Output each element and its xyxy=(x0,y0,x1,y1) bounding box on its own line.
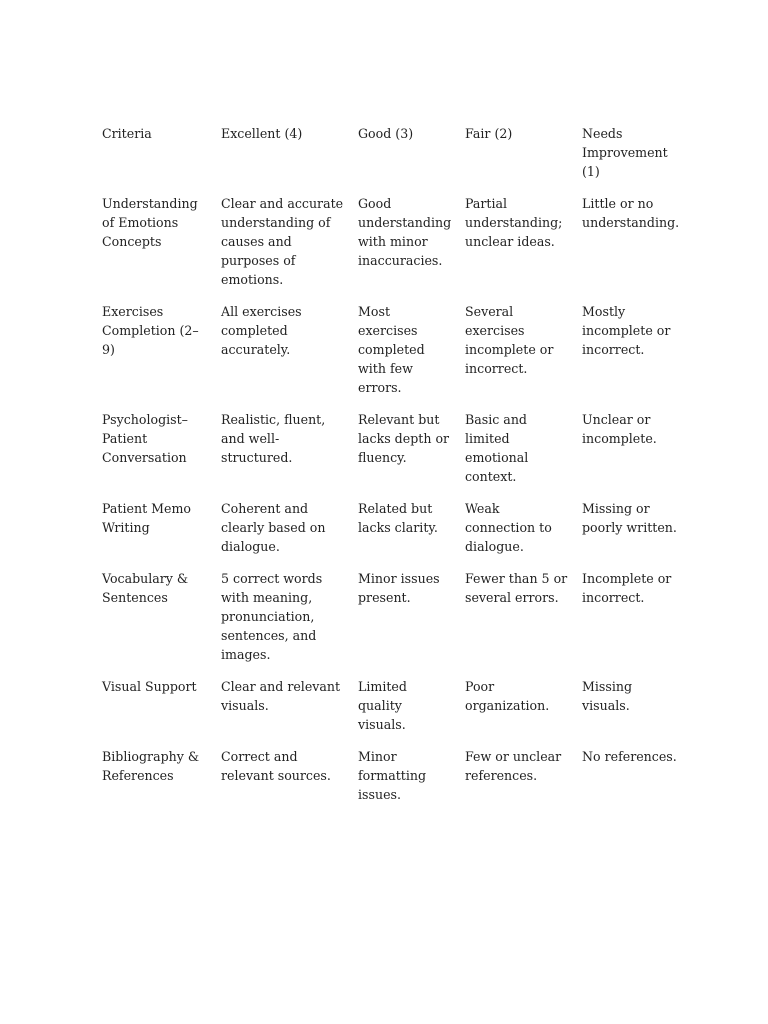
criteria-cell: Bibliography & References xyxy=(102,749,200,783)
table-row xyxy=(96,677,688,747)
table-cell: 5 correct words with meaning, pronunciation, sentences, and images. xyxy=(221,571,323,662)
table-cell: Related but lacks clarity. xyxy=(358,501,438,535)
table-cell: Minor formatting issues. xyxy=(358,749,427,802)
criteria-cell: Vocabulary & Sentences xyxy=(102,571,189,605)
table-cell: Several exercises incomplete or incorrect. xyxy=(465,304,554,376)
criteria-cell: Visual Support xyxy=(102,679,197,694)
criteria-cell: Psychologist– Patient Conversation xyxy=(102,412,188,465)
table-cell: Unclear or incomplete. xyxy=(582,412,657,446)
table-cell: Missing or poorly written. xyxy=(582,501,677,535)
table-cell: Limited quality visuals. xyxy=(358,679,407,732)
table-cell: Correct and relevant sources. xyxy=(221,749,331,783)
table-cell: Mostly incomplete or incorrect. xyxy=(582,304,671,357)
table-cell: Fewer than 5 or several errors. xyxy=(465,571,568,605)
criteria-cell: Exercises Completion (2–9) xyxy=(102,304,199,357)
table-cell: Missing visuals. xyxy=(582,679,633,713)
table-cell: Little or no understanding. xyxy=(582,196,680,230)
table-cell: Few or unclear references. xyxy=(465,749,562,783)
table-cell: Good understanding with minor inaccuracies. xyxy=(358,196,452,268)
table-cell: Coherent and clearly based on dialogue. xyxy=(221,501,326,554)
header-cell: Excellent (4) xyxy=(221,126,303,141)
table-header-row xyxy=(96,124,688,194)
header-cell: Criteria xyxy=(102,126,152,141)
table-row xyxy=(96,302,688,410)
table-cell: Most exercises completed with few errors. xyxy=(358,304,425,395)
table-cell: Partial understanding; unclear ideas. xyxy=(465,196,563,249)
table-row xyxy=(96,410,688,499)
table-cell: No references. xyxy=(582,749,677,764)
table-cell: Poor organization. xyxy=(465,679,550,713)
table-row xyxy=(96,569,688,677)
criteria-cell: Patient Memo Writing xyxy=(102,501,192,535)
table-cell: Incomplete or incorrect. xyxy=(582,571,672,605)
criteria-cell: Understanding of Emotions Concepts xyxy=(102,196,198,249)
table-cell: Weak connection to dialogue. xyxy=(465,501,552,554)
table-row xyxy=(96,499,688,569)
table-cell: Basic and limited emotional context. xyxy=(465,412,529,484)
table-cell: Realistic, fluent, and well-structured. xyxy=(221,412,326,465)
table-cell: Minor issues present. xyxy=(358,571,440,605)
header-cell: Fair (2) xyxy=(465,126,513,141)
table-row xyxy=(96,194,688,302)
header-cell: Good (3) xyxy=(358,126,414,141)
rubric-table xyxy=(96,124,688,817)
table-row xyxy=(96,747,688,817)
table-cell: Relevant but lacks depth or fluency. xyxy=(358,412,450,465)
header-cell: Needs Improvement (1) xyxy=(582,126,668,179)
table-cell: Clear and relevant visuals. xyxy=(221,679,341,713)
table-cell: Clear and accurate understanding of causes and purposes of emotions. xyxy=(221,196,344,287)
table-cell: All exercises completed accurately. xyxy=(221,304,302,357)
